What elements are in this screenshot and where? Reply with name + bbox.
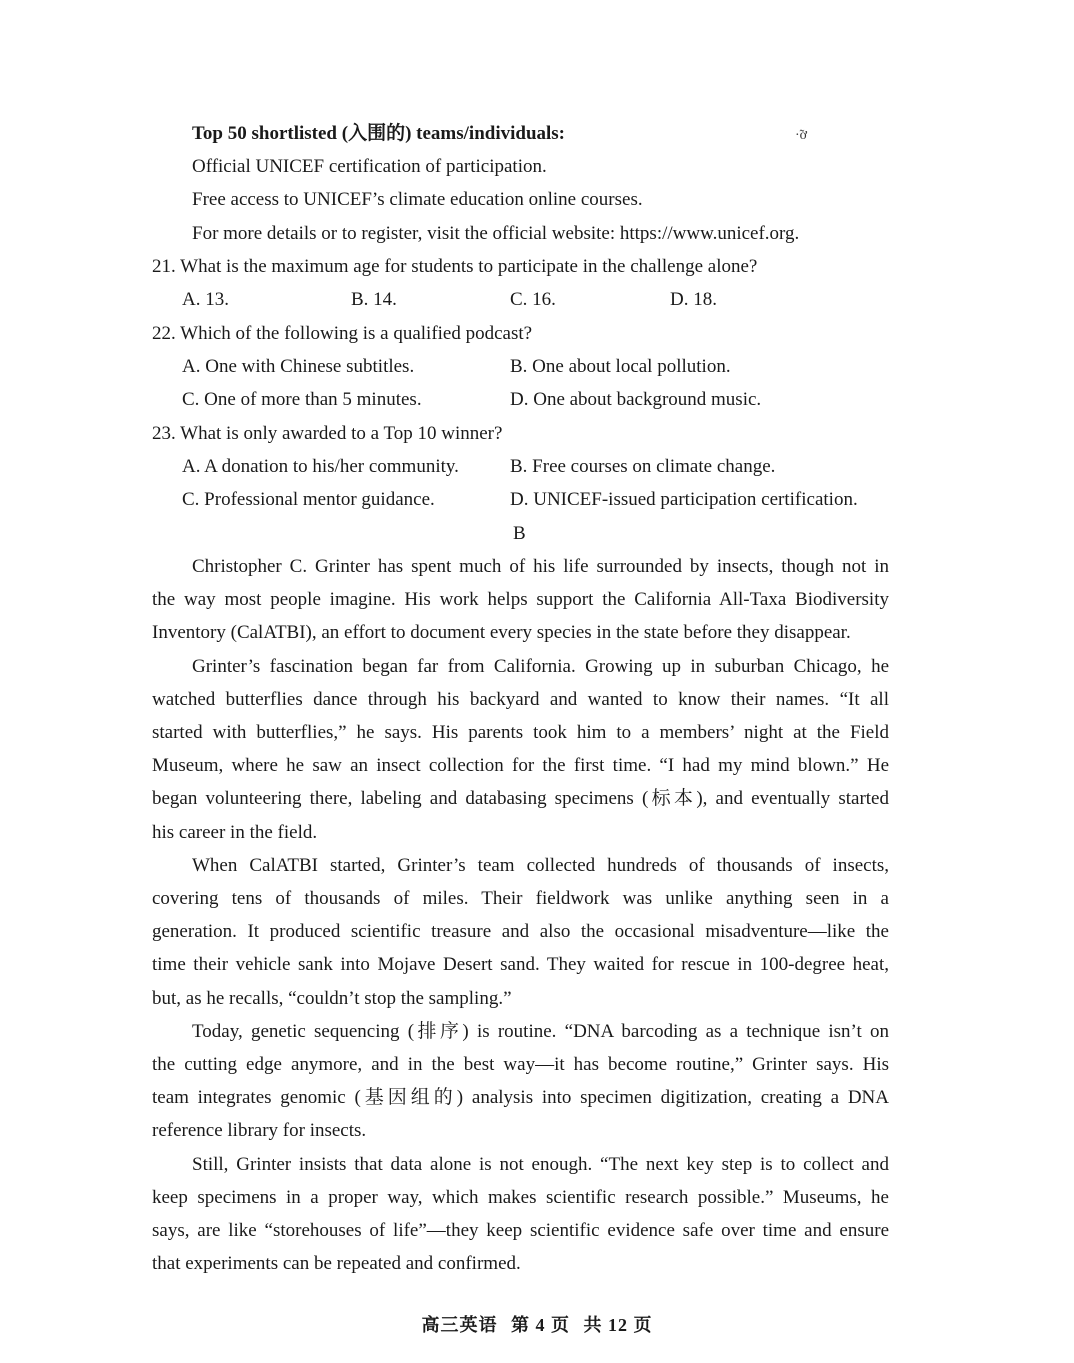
option: B. Free courses on climate change.: [510, 456, 776, 477]
footer-total: 共 12 页: [583, 1315, 653, 1335]
option: B. 14.: [351, 289, 397, 310]
passage-line: Today, genetic sequencing (排序) is routine. “DNA barcoding as a technique isn’t on: [192, 1020, 889, 1042]
prizes-heading: Top 50 shortlisted (入围的) teams/individuals:: [192, 123, 566, 144]
question-21-stem: 21. What is the maximum age for students to participate in the challenge alone?: [152, 256, 758, 277]
passage-line: but, as he recalls, “couldn’t stop the sampling.”: [152, 987, 512, 1009]
footer-page: 第 4 页: [511, 1315, 570, 1335]
option: C. Professional mentor guidance.: [182, 489, 435, 510]
prize-item: Free access to UNICEF’s climate education online courses.: [192, 189, 643, 210]
section-label: B: [513, 523, 526, 544]
passage-line: began volunteering there, labeling and databasing specimens (标本), and eventually started: [152, 788, 889, 810]
passage-line: When CalATBI started, Grinter’s team collected hundreds of thousands of insects,: [192, 854, 889, 876]
footer-subject: 高三英语: [421, 1315, 498, 1335]
option: D. One about background music.: [510, 389, 762, 410]
option: D. 18.: [670, 289, 717, 310]
passage-line: says, are like “storehouses of life”—they keep scientific evidence safe over time and ensure: [152, 1220, 889, 1241]
page-footer: [0, 1311, 1074, 1337]
prize-item: Official UNICEF certification of participation.: [192, 156, 547, 177]
prize-item: For more details or to register, visit the official website: https://www.unicef.org.: [192, 223, 800, 244]
passage-line: keep specimens in a proper way, which makes scientific research possible.” Museums, he: [152, 1186, 889, 1208]
option: A. One with Chinese subtitles.: [182, 356, 415, 377]
option: C. 16.: [510, 289, 556, 310]
passage-line: watched butterflies dance through his backyard and wanted to know their names. “It all: [152, 688, 889, 710]
passage-line: reference library for insects.: [152, 1120, 367, 1142]
passage-line: Museum, where he saw an insect collection for the first time. “I had my mind blown.” He: [152, 755, 889, 777]
passage-line: his career in the field.: [152, 821, 318, 843]
option: B. One about local pollution.: [510, 356, 731, 377]
passage-line: Christopher C. Grinter has spent much of his life surrounded by insects, though not in: [192, 556, 889, 577]
passage-line: time their vehicle sank into Mojave Desert sand. They waited for rescue in 100-degree heat,: [152, 954, 889, 976]
option: C. One of more than 5 minutes.: [182, 389, 422, 410]
passage-line: Inventory (CalATBI), an effort to document every species in the state before they disappear.: [152, 622, 851, 644]
passage-line: the cutting edge anymore, and in the best way—it has become routine,” Grinter says. His: [152, 1054, 889, 1075]
passage-line: covering tens of thousands of miles. Their fieldwork was unlike anything seen in a: [152, 888, 889, 909]
passage-line: Grinter’s fascination began far from California. Growing up in suburban Chicago, he: [192, 655, 889, 677]
passage-line: Still, Grinter insists that data alone is not enough. “The next key step is to collect and: [192, 1153, 889, 1175]
passage-line: that experiments can be repeated and confirmed.: [152, 1253, 521, 1275]
passage-line: the way most people imagine. His work helps support the California All-Taxa Biodiversity: [152, 589, 889, 611]
option: A. A donation to his/her community.: [182, 456, 459, 477]
option: A. 13.: [182, 289, 229, 310]
passage-line: team integrates genomic (基因组的) analysis into specimen digitization, creating a DNA: [152, 1087, 889, 1109]
question-23-stem: 23. What is only awarded to a Top 10 winner?: [152, 423, 503, 444]
option: D. UNICEF-issued participation certification.: [510, 489, 858, 510]
passage-line: generation. It produced scientific treasure and also the occasional misadventure—like the: [152, 921, 889, 943]
question-22-stem: 22. Which of the following is a qualified podcast?: [152, 323, 533, 344]
scan-mark: ·̃ơ: [795, 128, 808, 143]
passage-line: started with butterflies,” he says. His parents took him to a members’ night at the Field: [152, 722, 889, 743]
